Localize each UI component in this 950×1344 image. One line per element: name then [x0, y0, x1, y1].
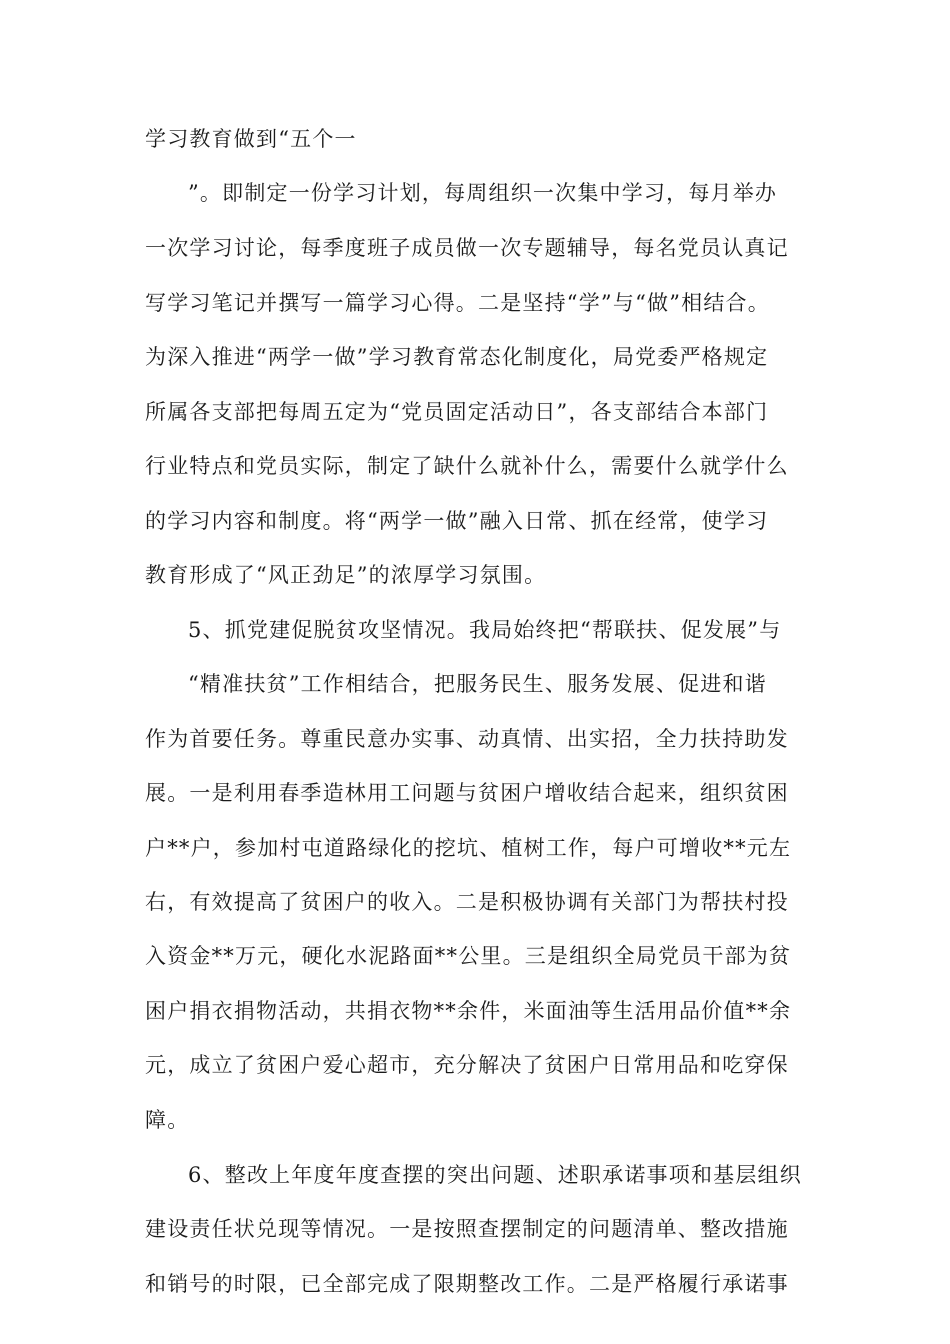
text-line: 5、抓党建促脱贫攻坚情况。我局始终把“帮联扶、促发展”与	[188, 618, 782, 642]
text-line: 建设责任状兑现等情况。一是按照查摆制定的问题清单、整改措施	[145, 1217, 789, 1241]
text-line: 元，成立了贫困户爱心超市，充分解决了贫困户日常用品和吃穿保	[145, 1053, 789, 1077]
text-line: 困户捐衣捐物活动，共捐衣物**余件，米面油等生活用品价值**余	[145, 999, 792, 1023]
text-line: 行业特点和党员实际，制定了缺什么就补什么，需要什么就学什么	[145, 454, 789, 478]
text-line: 和销号的时限，已全部完成了限期整改工作。二是严格履行承诺事	[145, 1272, 789, 1296]
text-line: 作为首要任务。尊重民意办实事、动真情、出实招，全力扶持助发	[145, 727, 789, 751]
text-line: 展。一是利用春季造林用工问题与贫困户增收结合起来，组织贫困	[145, 781, 789, 805]
text-line: 的学习内容和制度。将“两学一做”融入日常、抓在经常，使学习	[145, 509, 769, 533]
text-line: 户**户，参加村屯道路绿化的挖坑、植树工作，每户可增收**元左	[145, 836, 792, 860]
text-line: 为深入推进“两学一做”学习教育常态化制度化，局党委严格规定	[145, 345, 769, 369]
text-line: 6、整改上年度年度查摆的突出问题、述职承诺事项和基层组织	[188, 1163, 802, 1187]
text-line: 障。	[145, 1108, 190, 1132]
text-line: 入资金**万元，硬化水泥路面**公里。三是组织全局党员干部为贫	[145, 944, 792, 968]
text-line: 一次学习讨论，每季度班子成员做一次专题辅导，每名党员认真记	[145, 236, 789, 260]
text-line: 右，有效提高了贫困户的收入。二是积极协调有关部门为帮扶村投	[145, 890, 789, 914]
text-line: ”。即制定一份学习计划，每周组织一次集中学习，每月举办	[188, 181, 778, 205]
text-line: “精准扶贫”工作相结合，把服务民生、服务发展、促进和谐	[188, 672, 767, 696]
text-line: 所属各支部把每周五定为“党员固定活动日”，各支部结合本部门	[145, 400, 769, 424]
text-line: 写学习笔记并撰写一篇学习心得。二是坚持“学”与“做”相结合。	[145, 291, 770, 315]
text-line: 教育形成了“风正劲足”的浓厚学习氛围。	[145, 563, 547, 587]
text-line: 学习教育做到“五个一	[145, 127, 357, 151]
